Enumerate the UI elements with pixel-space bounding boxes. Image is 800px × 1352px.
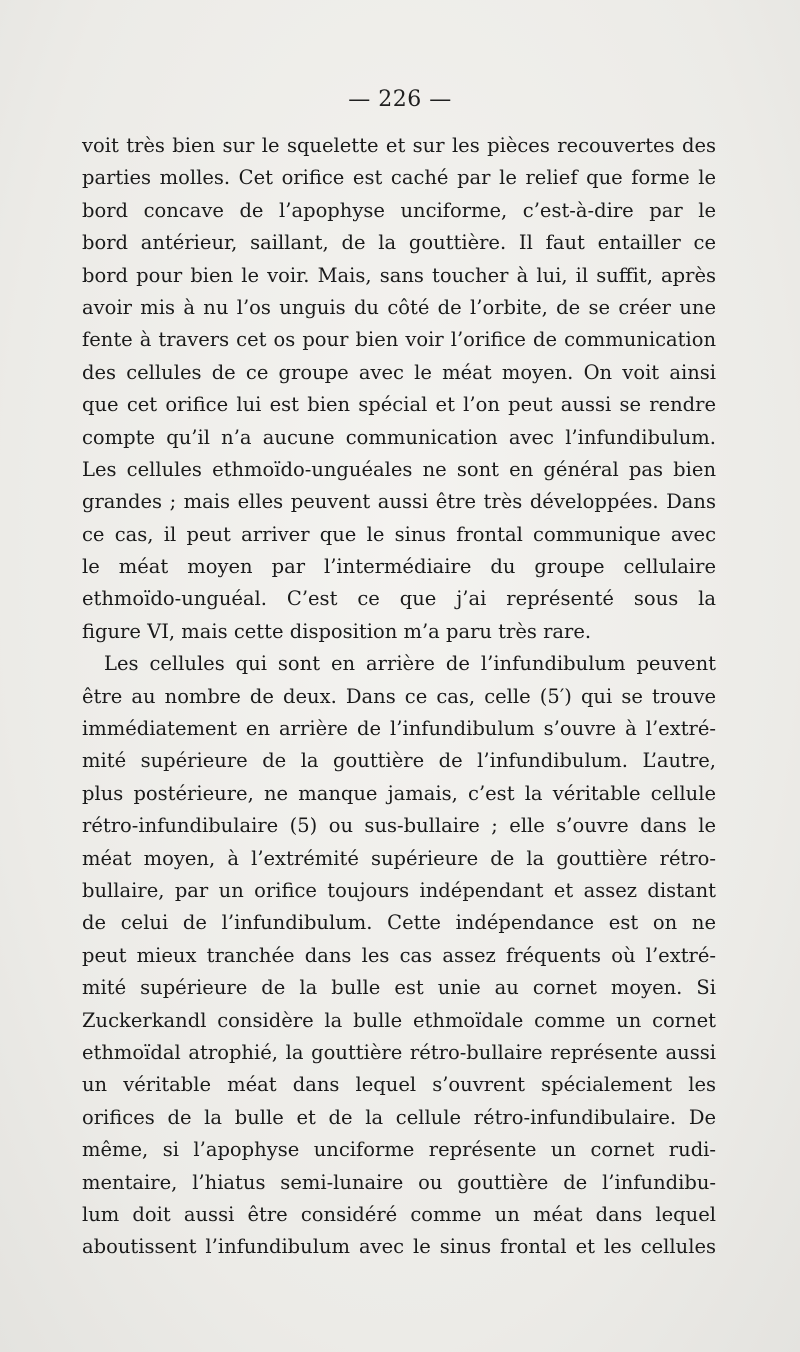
- text-line: même, si l’apophyse unciforme représente un cornet rudi-: [82, 1138, 716, 1162]
- paragraph-1: [82, 130, 716, 648]
- text-line: immédiatement en arrière de l’infundibulum s’ouvre à l’extré-: [82, 717, 716, 741]
- text-line: lum doit aussi être considéré comme un méat dans lequel: [82, 1202, 716, 1226]
- text-line: orifices de la bulle et de la cellule rétro-infundibulaire. De: [82, 1105, 716, 1129]
- text-line: des cellules de ce groupe avec le méat moyen. On voit ainsi: [82, 360, 716, 384]
- text-line: plus postérieure, ne manque jamais, c’est la véritable cellule: [82, 781, 716, 805]
- text-line: bord concave de l’apophyse unciforme, c’est-à-dire par le: [82, 198, 716, 222]
- text-line: figure VI, mais cette disposition m’a paru très rare.: [82, 619, 592, 643]
- text-line: un véritable méat dans lequel s’ouvrent spécialement les: [82, 1073, 716, 1097]
- text-line: avoir mis à nu l’os unguis du côté de l’orbite, de se créer une: [82, 295, 716, 319]
- page-number: — 226 —: [348, 87, 452, 112]
- text-line: ce cas, il peut arriver que le sinus frontal communique avec: [82, 522, 716, 546]
- paragraph-2: [82, 648, 716, 1263]
- text-line: bord antérieur, saillant, de la gouttière. Il faut entailler ce: [82, 231, 716, 255]
- text-line: Zuckerkandl considère la bulle ethmoïdale comme un cornet: [82, 1008, 716, 1032]
- text-line: fente à travers cet os pour bien voir l’orifice de communication: [82, 328, 716, 352]
- text-line: Les cellules qui sont en arrière de l’infundibulum peuvent: [104, 652, 716, 676]
- text-line: Les cellules ethmoïdo-unguéales ne sont en général pas bien: [82, 457, 716, 481]
- text-line: bullaire, par un orifice toujours indépendant et assez distant: [82, 878, 716, 902]
- text-line: mentaire, l’hiatus semi-lunaire ou gouttière de l’infundibu-: [82, 1170, 716, 1194]
- text-line: de celui de l’infundibulum. Cette indépendance est on ne: [82, 911, 716, 935]
- text-line: rétro-infundibulaire (5) ou sus-bullaire ; elle s’ouvre dans le: [82, 814, 716, 838]
- text-line: que cet orifice lui est bien spécial et l’on peut aussi se rendre: [82, 393, 716, 417]
- text-line: être au nombre de deux. Dans ce cas, celle (5′) qui se trouve: [82, 684, 716, 708]
- text-line: voit très bien sur le squelette et sur les pièces recouvertes des: [82, 134, 716, 157]
- text-line: ethmoïdo-unguéal. C’est ce que j’ai représenté sous la: [82, 587, 716, 611]
- text-line: mité supérieure de la gouttière de l’infundibulum. L’autre,: [82, 749, 716, 773]
- text-line: aboutissent l’infundibulum avec le sinus frontal et les cellules: [82, 1235, 716, 1259]
- text-line: parties molles. Cet orifice est caché par le relief que forme le: [82, 166, 716, 190]
- text-line: bord pour bien le voir. Mais, sans toucher à lui, il suffit, après: [82, 263, 716, 287]
- text-line: compte qu’il n’a aucune communication avec l’infundibulum.: [82, 425, 716, 449]
- text-line: peut mieux tranchée dans les cas assez fréquents où l’extré-: [82, 943, 716, 967]
- text-line: le méat moyen par l’intermédiaire du groupe cellulaire: [82, 555, 716, 579]
- text-line: méat moyen, à l’extrémité supérieure de la gouttière rétro-: [82, 846, 716, 870]
- text-line: grandes ; mais elles peuvent aussi être très développées. Dans: [82, 490, 716, 514]
- text-line: ethmoïdal atrophié, la gouttière rétro-bullaire représente aussi: [82, 1040, 716, 1064]
- body-text: [82, 130, 716, 1264]
- text-line: mité supérieure de la bulle est unie au cornet moyen. Si: [82, 976, 716, 1000]
